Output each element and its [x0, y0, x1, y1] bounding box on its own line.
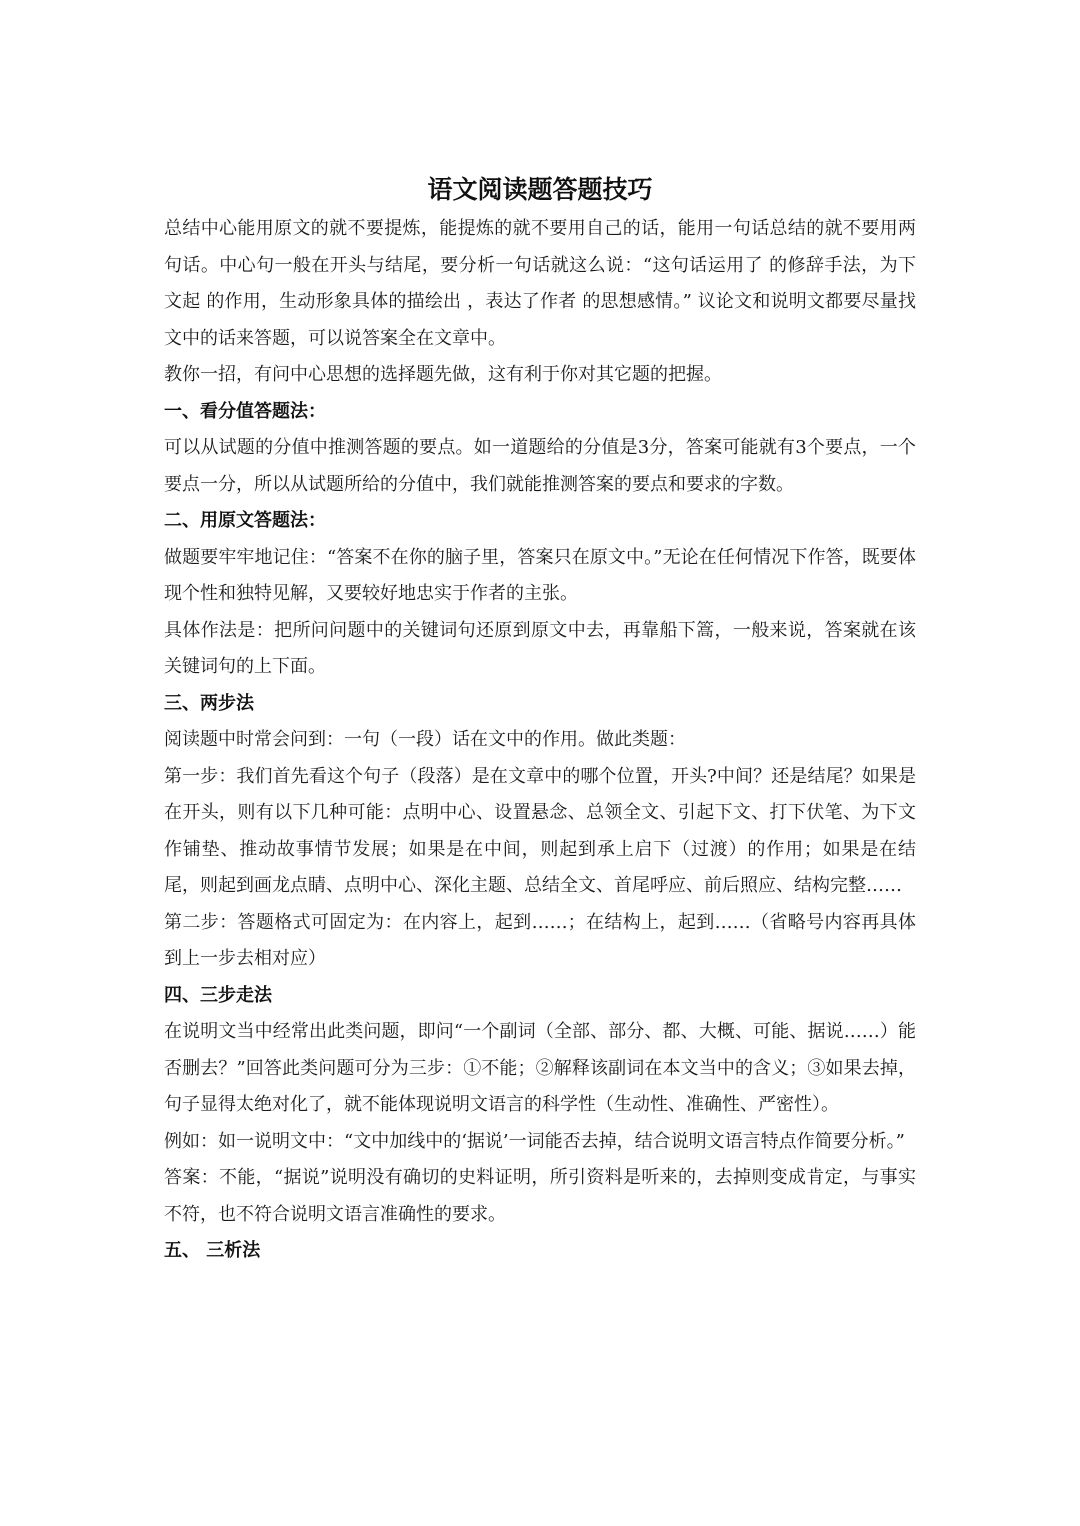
intro-paragraph: 教你一招，有问中心思想的选择题先做，这有利于你对其它题的把握。 [164, 364, 722, 385]
section-heading: 三、两步法 [164, 692, 254, 714]
section-paragraph: 具体作法是：把所问问题中的关键词句还原到原文中去，再靠船下篙，一般来说，答案就在该关键词句的上下面。 [164, 619, 916, 677]
section-heading: 五、 三析法 [164, 1240, 261, 1261]
document-title: 语文阅读题答题技巧 [427, 175, 653, 204]
section-paragraph: 可以从试题的分值中推测答题的要点。如一道题给的分值是3分，答案可能就有3个要点，一个要点一分，所以从试题所给的分值中，我们就能推测答案的要点和要求的字数。 [164, 437, 916, 495]
section-paragraph: 做题要牢牢地记住：“答案不在你的脑子里，答案只在原文中。”无论在任何情况下作答，既要体现个性和独特见解，又要较好地忠实于作者的主张。 [164, 546, 916, 604]
document-body [164, 170, 916, 1270]
section-paragraph: 例如：如一说明文中：“文中加线中的‘据说’一词能否去掉，结合说明文语言特点作简要分析。” [164, 1130, 905, 1152]
section-paragraph: 第二步：答题格式可固定为：在内容上，起到……；在结构上，起到……（省略号内容再具体到上一步去相对应） [164, 911, 916, 969]
section-heading: 一、看分值答题法： [164, 400, 326, 422]
section-heading: 四、三步走法 [164, 984, 272, 1006]
section-paragraph: 在说明文当中经常出此类问题，即问“一个副词（全部、部分、都、大概、可能、据说……）能否删去？”回答此类问题可分为三步：①不能；②解释该副词在本文当中的含义；③如果去掉，句子显得太绝对化了，就不能体现说明文语言的科学性（生动性、准确性、严密性）。 [164, 1021, 916, 1115]
intro-paragraph: 总结中心能用原文的就不要提炼，能提炼的就不要用自己的话，能用一句话总结的就不要用两句话。中心句一般在开头与结尾，要分析一句话就这么说：“这句话运用了 的修辞手法，为下文起 的作用，生动形象具体的描绘出 ，表达了作者 的思想感情。” 议论文和说明文都要尽量找文中的话来答题，可以说答案全在文章中。 [164, 218, 916, 349]
section-heading: 二、用原文答题法： [164, 510, 326, 531]
section-paragraph: 阅读题中时常会问到：一句（一段）话在文中的作用。做此类题： [164, 729, 686, 750]
section-paragraph: 答案：不能，“据说”说明没有确切的史料证明，所引资料是听来的，去掉则变成肯定，与事实不符，也不符合说明文语言准确性的要求。 [164, 1167, 916, 1225]
section-paragraph: 第一步：我们首先看这个句子（段落）是在文章中的哪个位置，开头?中间？还是结尾？如果是在开头，则有以下几种可能：点明中心、设置悬念、总领全文、引起下文、打下伏笔、为下文作铺垫、推动故事情节发展；如果是在中间，则起到承上启下（过渡）的作用；如果是在结尾，则起到画龙点睛、点明中心、深化主题、总结全文、首尾呼应、前后照应、结构完整…… [164, 765, 916, 896]
